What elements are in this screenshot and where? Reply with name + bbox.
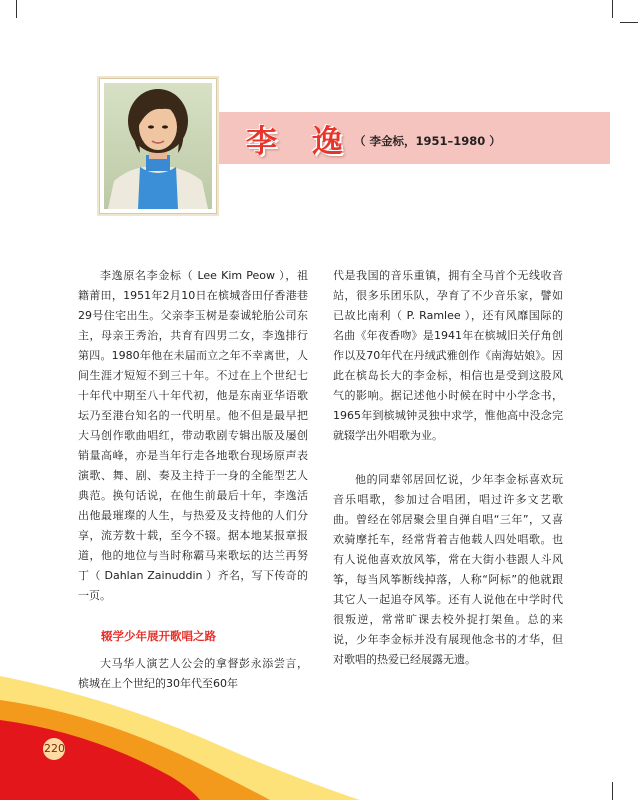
- paragraph-section-start: 大马华人演艺人公会的拿督彭永添尝言，槟城在上个世纪的30年代至60年: [78, 657, 308, 690]
- portrait-illustration: [104, 83, 212, 209]
- section-subheading: 辍学少年展开歌唱之路: [101, 629, 216, 643]
- paragraph-continued: 代是我国的音乐重镇，拥有全马首个无线收音站，很多乐团乐队，孕育了不少音乐家，譬如已故比南利（ P. Ramlee ），还有风靡国际的名曲《年夜香吻》是1941年在槟城旧关仔角创作以及70年代在丹绒武雅创作《南海姑娘》。因此在槟岛长大的李金标，相信也是受到这股风气的影响。据记述他小时候在时中小学念书，1965年到槟城钟灵独中求学，惟他高中没念完就辍学出外唱歌为业。: [333, 269, 563, 442]
- decorative-swoosh: [0, 640, 638, 800]
- left-column: [78, 266, 308, 694]
- crop-mark-top-left: [16, 0, 17, 18]
- paragraph-intro: 李逸原名李金标（ Lee Kim Peow ），祖籍莆田，1951年2月10日在槟城沓田仔香港巷29号住宅出生。父亲李玉树是泰诚轮胎公司东主，母亲王秀治，共育有四男二女，李逸排行第四。1980年他在未届而立之年不幸离世，人间生涯才短短不到三十年。不过在上个世纪七十年代中期至八十年代初，他是东南亚华语歌坛乃至港台知名的一代明星。他不但是最早把大马创作歌曲唱红，带动歌剧专辑出版及屡创销量高峰，亦是当年行走各地歌台现场原声表演歌、舞、剧、奏及主持于一身的全能型艺人典范。换句话说，在他生前最后十年，李逸活出他最璀璨的人生，与热爱及支持他的人们分享，流芳数十载，至今不辍。据本地某报章报道，他的地位与当时称霸马来歌坛的达兰再努丁（ Dahlan Zainuddin ）齐名，写下传奇的一页。: [78, 269, 308, 602]
- title-subtitle: （ 李金标，1951–1980 ）: [354, 134, 501, 148]
- crop-mark-top-right: [612, 0, 613, 18]
- portrait-photo: [104, 83, 212, 209]
- crop-mark-right-top: [620, 22, 638, 23]
- paragraph-neighbor-recollection: 他的同辈邻居回忆说，少年李金标喜欢玩音乐唱歌，参加过合唱团，唱过许多文艺歌曲。曾经在邻居聚会里自弹自唱“三年”，又喜欢骑摩托车，经常背着吉他载人四处唱歌。也有人说他喜欢放风筝，常在大街小巷跟人斗风筝，每当风筝断线掉落，人称“阿标”的他就跟其它人一起追夺风筝。还有人说他在中学时代很叛逆，常常旷课去校外捉打架鱼。总的来说，少年李金标并没有展现他念书的才华，但对歌唱的热爱已经展露无遗。: [333, 473, 563, 666]
- page-number: 220: [44, 742, 65, 755]
- right-column: [333, 266, 563, 670]
- portrait-frame: [99, 78, 217, 214]
- page-title: 李 逸: [246, 124, 355, 160]
